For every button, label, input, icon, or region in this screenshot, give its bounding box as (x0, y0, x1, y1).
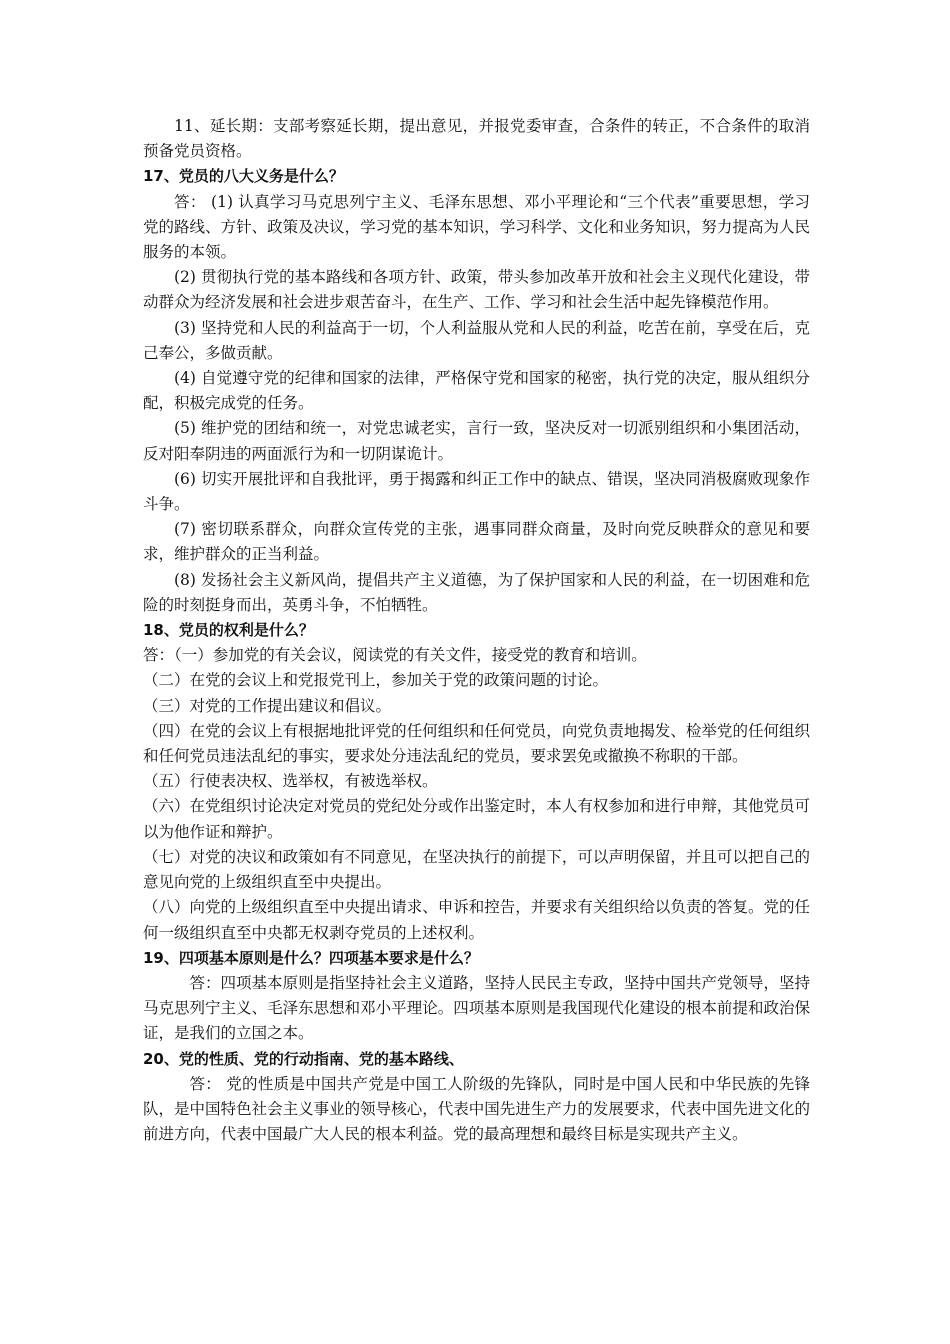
duty-7: (7) 密切联系群众，向群众宣传党的主张，遇事同群众商量，及时向党反映群众的意见和要求，维护群众的正当利益。 (143, 520, 810, 564)
answer-20: 答： 党的性质是中国共产党是中国工人阶级的先锋队，同时是中国人民和中华民族的先锋队，是中国特色社会主义事业的领导核心，代表中国先进生产力的发展要求，代表中国先进文化的前进方向，代表中国最广大人民的根本利益。党的最高理想和最终目标是实现共产主义。 (143, 1074, 810, 1144)
question-20-heading: 20、党的性质、党的行动指南、党的基本路线、 (143, 1049, 464, 1068)
right-3: （三）对党的工作提出建议和倡议。 (143, 696, 392, 715)
duty-5: (5) 维护党的团结和统一，对党忠诚老实，言行一致，坚决反对一切派别组织和小集团活动，反对阳奉阴违的两面派行为和一切阴谋诡计。 (143, 419, 810, 463)
right-5: （五）行使表决权、选举权，有被选举权。 (143, 772, 438, 791)
paragraph-11-extension: 11、延长期：支部考察延长期，提出意见，并报党委审查，合条件的转正，不合条件的取消预备党员资格。 (143, 117, 810, 161)
right-2: （二）在党的会议上和党报党刊上，参加关于党的政策问题的讨论。 (143, 671, 609, 690)
right-6: （六）在党组织讨论决定对党员的党纪处分或作出鉴定时，本人有权参加和进行申辩，其他党员可以为他作证和辩护。 (143, 797, 810, 841)
right-8: （八）向党的上级组织直至中央提出请求、申诉和控告，并要求有关组织给以负责的答复。党的任何一级组织直至中央都无权剥夺党员的上述权利。 (143, 898, 810, 942)
duty-1: 答： (1) 认真学习马克思列宁主义、毛泽东思想、邓小平理论和“三个代表”重要思想，学习党的路线、方针、政策及决议，学习党的基本知识，学习科学、文化和业务知识，努力提高为人民服务的本领。 (143, 192, 810, 262)
right-7: （七）对党的决议和政策如有不同意见，在坚决执行的前提下，可以声明保留，并且可以把自己的意见向党的上级组织直至中央提出。 (143, 847, 810, 892)
duty-4: (4) 自觉遵守党的纪律和国家的法律，严格保守党和国家的秘密，执行党的决定，服从组织分配，积极完成党的任务。 (143, 369, 810, 413)
right-4: （四）在党的会议上有根据地批评党的任何组织和任何党员，向党负责地揭发、检举党的任何组织和任何党员违法乱纪的事实，要求处分违法乱纪的党员，要求罢免或撤换不称职的干部。 (143, 721, 810, 766)
duty-3: (3) 坚持党和人民的利益高于一切，个人利益服从党和人民的利益，吃苦在前，享受在后，克己奉公，多做贡献。 (143, 318, 810, 362)
answer-19: 答：四项基本原则是指坚持社会主义道路，坚持人民民主专政，坚持中国共产党领导，坚持马克思列宁主义、毛泽东思想和邓小平理论。四项基本原则是我国现代化建设的根本前提和政治保证，是我们的立国之本。 (143, 973, 810, 1043)
duty-2: (2) 贯彻执行党的基本路线和各项方针、政策，带头参加改革开放和社会主义现代化建设，带动群众为经济发展和社会进步艰苦奋斗，在生产、工作、学习和社会生活中起先锋模范作用。 (143, 268, 810, 312)
duty-8: (8) 发扬社会主义新风尚，提倡共产主义道德，为了保护国家和人民的利益，在一切困难和危险的时刻挺身而出，英勇斗争，不怕牺牲。 (143, 570, 810, 614)
question-17-heading: 17、党员的八大义务是什么？ (143, 167, 344, 186)
duty-6: (6) 切实开展批评和自我批评，勇于揭露和纠正工作中的缺点、错误，坚决同消极腐败现象作斗争。 (143, 469, 810, 514)
question-19-heading: 19、四项基本原则是什么？四项基本要求是什么？ (143, 948, 479, 967)
question-18-heading: 18、党员的权利是什么？ (143, 621, 314, 640)
right-1: 答：（一）参加党的有关会议，阅读党的有关文件，接受党的教育和培训。 (143, 646, 647, 665)
